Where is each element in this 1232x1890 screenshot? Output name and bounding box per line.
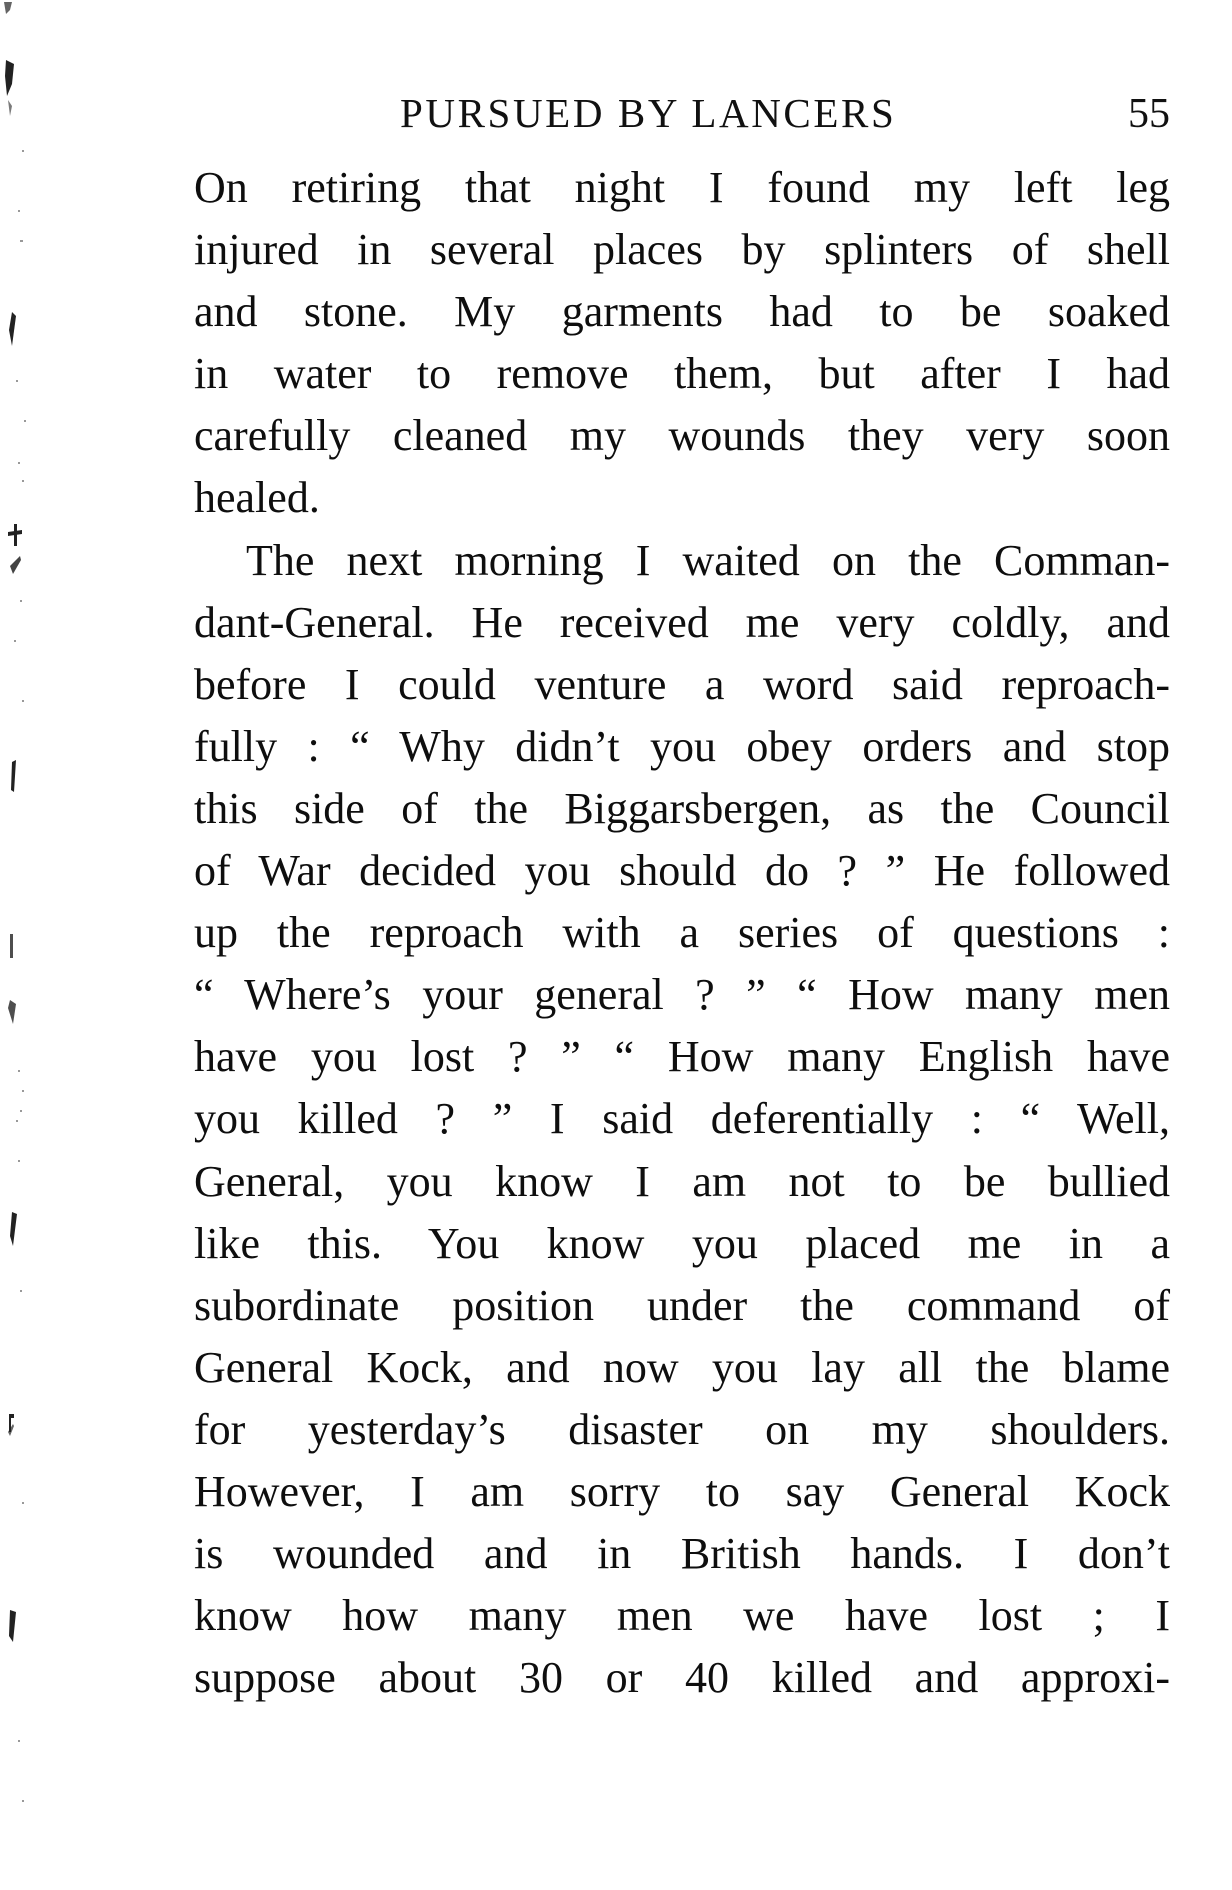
text-line: healed. bbox=[194, 473, 320, 523]
running-head: PURSUED BY LANCERS bbox=[400, 90, 897, 136]
text-line: in water to remove them, but after I had bbox=[194, 349, 1170, 399]
page-header bbox=[192, 88, 1170, 148]
text-line: for yesterday’s disaster on my shoulders. bbox=[194, 1404, 1170, 1454]
text-line: have you lost ? ” “ How many English have bbox=[194, 1032, 1170, 1082]
text-line: On retiring that night I found my left leg bbox=[194, 163, 1170, 212]
text-line: before I could venture a word said reproach- bbox=[194, 659, 1170, 709]
scan-edge-marks bbox=[0, 0, 90, 1890]
text-line: General, you know I am not to be bullied bbox=[194, 1156, 1170, 1206]
text-line: and stone. My garments had to be soaked bbox=[194, 287, 1170, 337]
text-line: fully : “ Why didn’t you obey orders and stop bbox=[194, 721, 1170, 771]
text-line: subordinate position under the command of bbox=[194, 1280, 1170, 1330]
text-line: like this. You know you placed me in a bbox=[194, 1218, 1170, 1268]
text-line: up the reproach with a series of questions : bbox=[194, 908, 1170, 958]
text-line: The next morning I waited on the Comman- bbox=[246, 535, 1170, 585]
text-line: However, I am sorry to say General Kock bbox=[194, 1466, 1170, 1516]
text-line: dant-General. He received me very coldly, and bbox=[194, 597, 1170, 647]
text-line: carefully cleaned my wounds they very soon bbox=[194, 411, 1170, 461]
text-line: “ Where’s your general ? ” “ How many men bbox=[194, 970, 1170, 1020]
text-line: you killed ? ” I said deferentially : “ Well, bbox=[194, 1094, 1170, 1144]
text-line: this side of the Biggarsbergen, as the Council bbox=[194, 783, 1170, 833]
text-line: injured in several places by splinters of shell bbox=[194, 225, 1170, 275]
text-line: is wounded and in British hands. I don’t bbox=[194, 1529, 1170, 1579]
body-text bbox=[194, 157, 1170, 1709]
text-line: of War decided you should do ? ” He followed bbox=[194, 846, 1170, 896]
text-line: General Kock, and now you lay all the blame bbox=[194, 1342, 1170, 1392]
text-line: know how many men we have lost ; I bbox=[194, 1591, 1170, 1641]
page-number: 55 bbox=[1128, 91, 1170, 137]
text-line: suppose about 30 or 40 killed and approxi- bbox=[194, 1653, 1170, 1703]
